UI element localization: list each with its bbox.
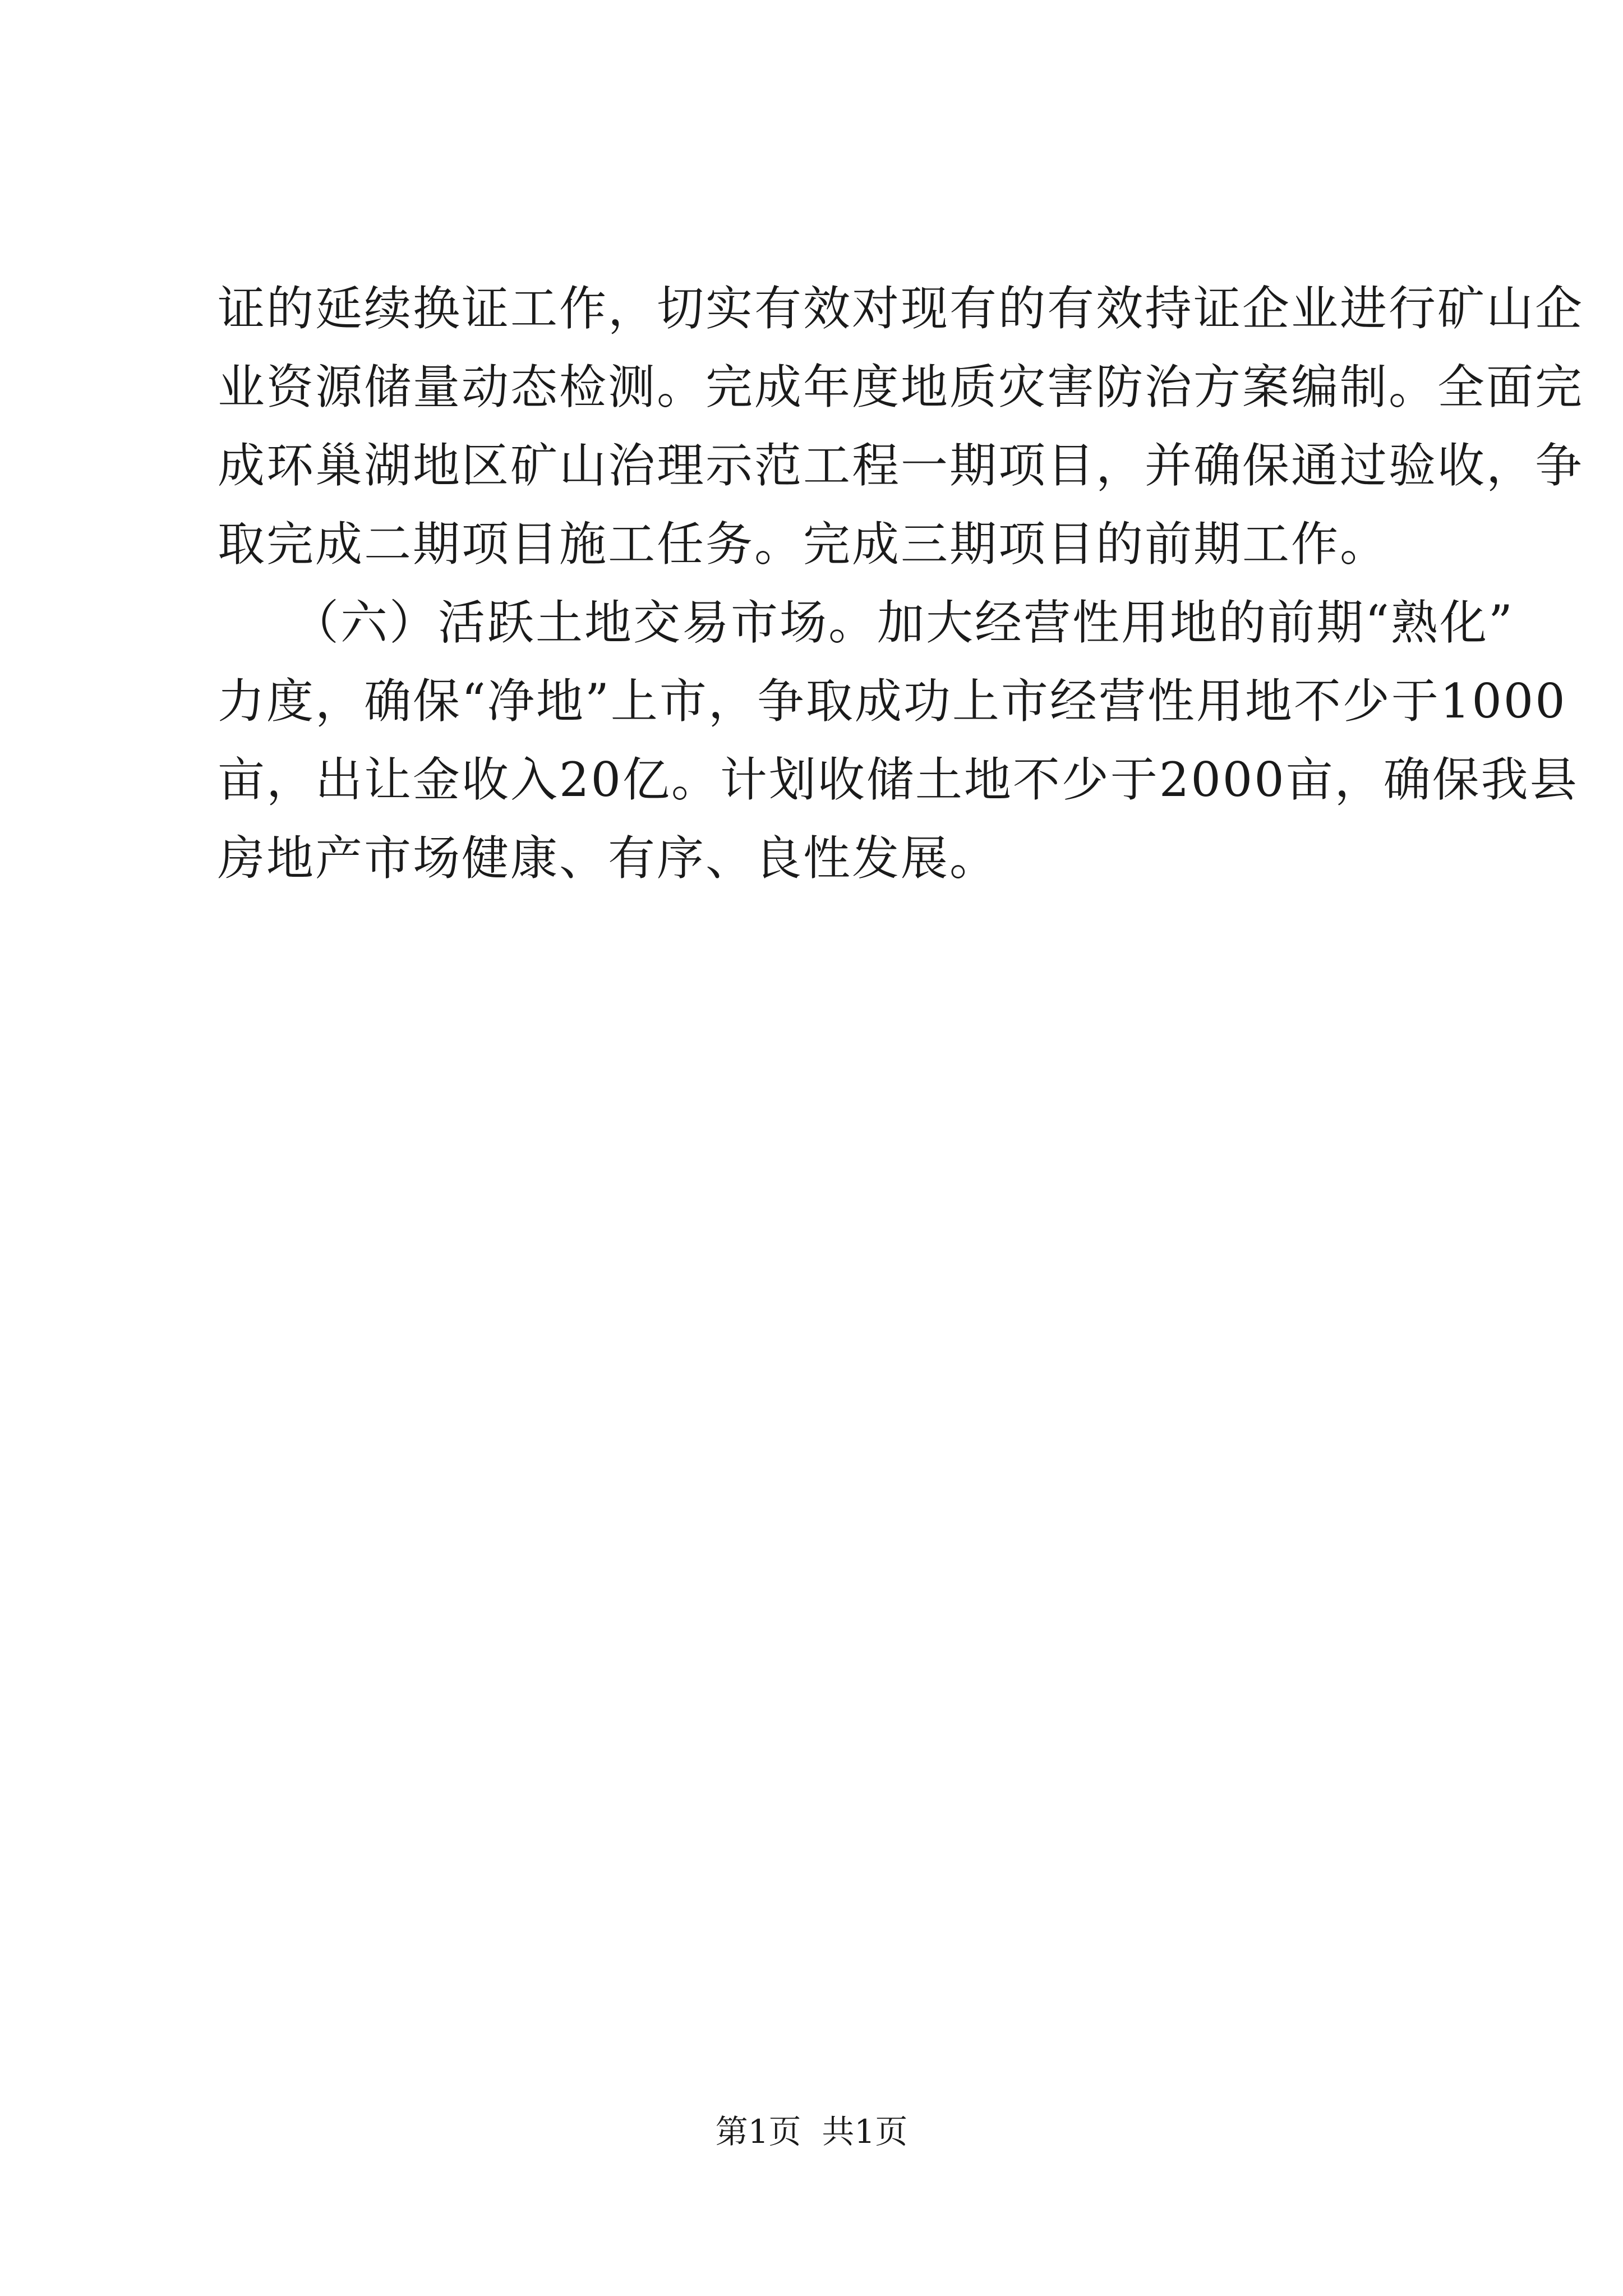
text-line: （六）活跃土地交易市场。加大经营性用地的前期“熟化” xyxy=(218,595,1514,650)
text-line: 房地产市场健康、有序、良性发展。 xyxy=(218,831,999,886)
text-line: 亩，出让金收入20亿。计划收储土地不少于2000亩，确保我县 xyxy=(218,752,1579,807)
text-line: 证的延续换证工作，切实有效对现有的有效持证企业进行矿山企 xyxy=(218,281,1584,336)
text-line: 力度，确保“净地”上市，争取成功上市经营性用地不少于1000 xyxy=(218,674,1567,729)
text-line: 成环巢湖地区矿山治理示范工程一期项目，并确保通过验收，争 xyxy=(218,438,1584,493)
document-body xyxy=(218,269,1584,898)
text-line: 业资源储量动态检测。完成年度地质灾害防治方案编制。全面完 xyxy=(218,360,1584,415)
page-number-footer: 第1页 共1页 xyxy=(715,2113,908,2151)
text-line: 取完成二期项目施工任务。完成三期项目的前期工作。 xyxy=(218,517,1389,572)
